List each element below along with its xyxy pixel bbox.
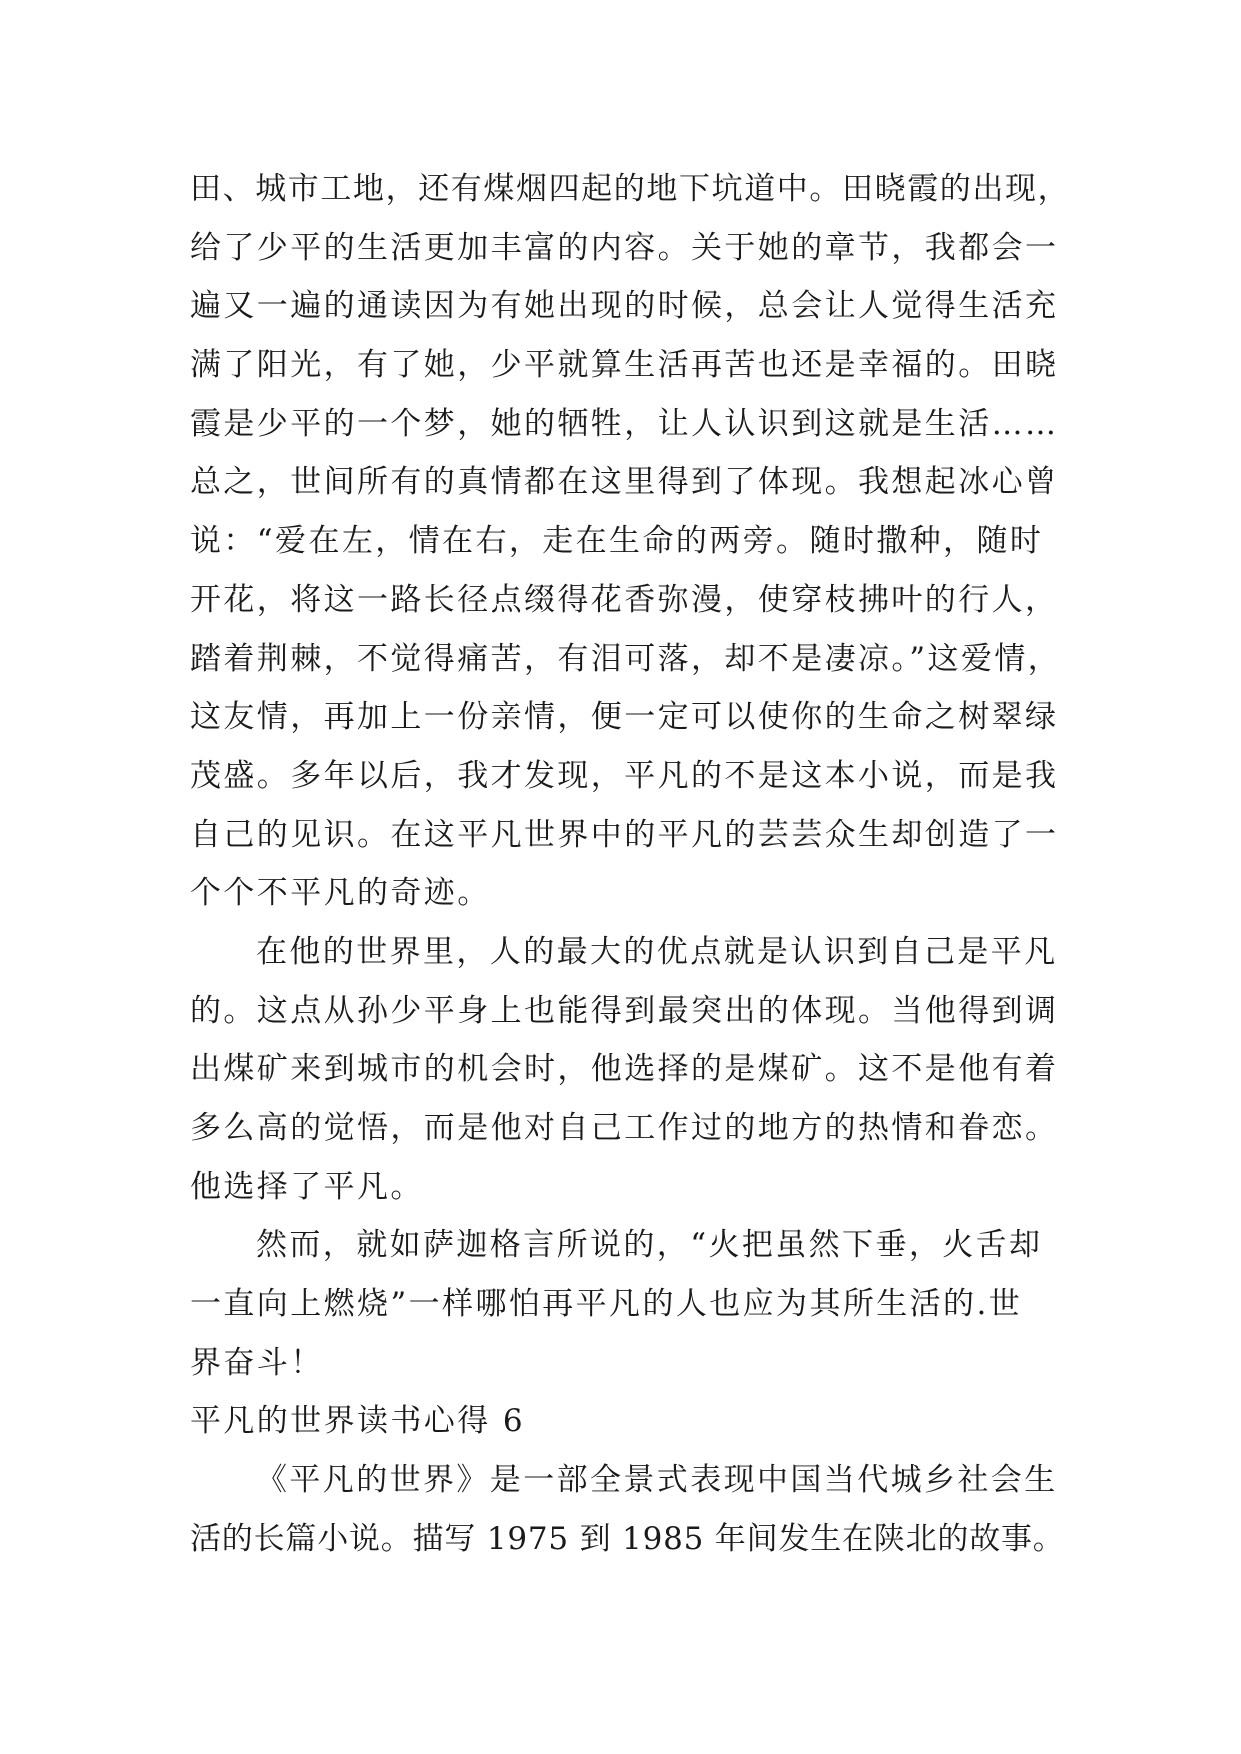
document-body — [190, 160, 1070, 1569]
text-line: 出煤矿来到城市的机会时，他选择的是煤矿。这不是他有着 — [190, 1051, 1059, 1088]
text-line: 的。这点从孙少平身上也能得到最突出的体现。当他得到调 — [190, 992, 1059, 1029]
text-line: 开花，将这一路长径点缀得花香弥漫，使穿枝拂叶的行人， — [190, 581, 1059, 618]
text-line: 这友情，再加上一份亲情，便一定可以使你的生命之树翠绿 — [190, 699, 1059, 736]
paragraph-first-line: 《平凡的世界》是一部全景式表现中国当代城乡社会生 — [256, 1462, 1058, 1499]
text-line: 田、城市工地，还有煤烟四起的地下坑道中。田晓霞的出现， — [190, 171, 1071, 207]
paragraph-first-line: 在他的世界里，人的最大的优点就是认识到自己是平凡 — [256, 933, 1058, 970]
section-heading: 平凡的世界读书心得 6 — [190, 1403, 525, 1440]
text-line: 活的长篇小说。描写 1975 到 1985 年间发生在陕北的故事。 — [190, 1520, 1065, 1557]
text-line: 个个不平凡的奇迹。 — [190, 875, 491, 912]
text-line: 自己的见识。在这平凡世界中的平凡的芸芸众生却创造了一 — [190, 816, 1059, 853]
text-line: 满了阳光，有了她，少平就算生活再苦也还是幸福的。田晓 — [190, 347, 1059, 384]
text-line: 霞是少平的一个梦，她的牺牲，让人认识到这就是生活…… — [190, 405, 1059, 442]
text-line: 界奋斗！ — [190, 1344, 324, 1381]
text-line: 说：“爱在左，情在右，走在生命的两旁。随时撒种，随时 — [190, 523, 1044, 560]
text-line: 遍又一遍的通读因为有她出现的时候，总会让人觉得生活充 — [190, 288, 1059, 325]
text-line: 一直向上燃烧”一样哪怕再平凡的人也应为其所生活的.世 — [190, 1286, 1023, 1323]
text-line: 多么高的觉悟，而是他对自己工作过的地方的热情和眷恋。 — [190, 1110, 1059, 1146]
text-line: 总之，世间所有的真情都在这里得到了体现。我想起冰心曾 — [190, 464, 1059, 501]
text-line: 他选择了平凡。 — [190, 1168, 424, 1205]
text-line: 给了少平的生活更加丰富的内容。关于她的章节，我都会一 — [190, 229, 1059, 266]
paragraph-first-line: 然而，就如萨迦格言所说的，“火把虽然下垂，火舌却 — [256, 1227, 1043, 1264]
text-line: 茂盛。多年以后，我才发现，平凡的不是这本小说，而是我 — [190, 757, 1059, 794]
text-line: 踏着荆棘，不觉得痛苦，有泪可落，却不是凄凉。”这爱情， — [190, 640, 1062, 677]
